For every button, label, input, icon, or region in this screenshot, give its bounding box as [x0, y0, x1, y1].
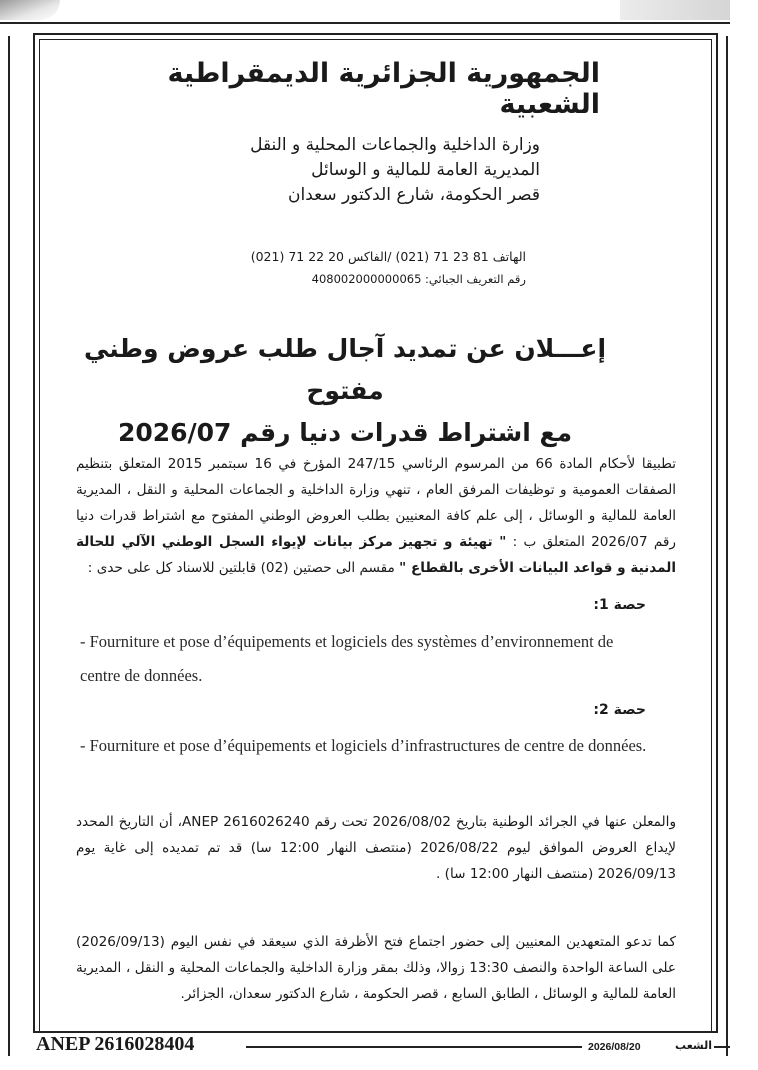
project-name: " تهيئة و تجهيز مركز بيانات لإيواء السجل الوطني الآلي للحالة المدنية و قواعد البيانات الأخرى بالقطاع "	[76, 534, 676, 576]
footer-date: 2026/08/20	[588, 1041, 641, 1053]
page-curl-decoration	[0, 0, 60, 20]
ministry-line: وزارة الداخلية والجماعات المحلية و النقل	[250, 135, 540, 155]
lot2-description: - Fourniture et pose d’équipements et logiciels d’infrastructures de centre de données.	[80, 736, 647, 755]
intro-paragraph	[76, 451, 676, 581]
footer-rule	[246, 1046, 582, 1048]
footer-anep-number: ANEP 2616028404	[36, 1033, 195, 1055]
neighbour-page-strip	[0, 0, 730, 24]
grey-header-block	[620, 0, 730, 20]
publication-paragraph: والمعلن عنها في الجرائد الوطنية بتاريخ 2026/08/02 تحت رقم ANEP 2616026240، أن التاريخ المحدد لإيداع العروض الموافق ليوم 2026/08/22 (منتصف النهار 12:00 سا) قد تم تمديده إلى غاية يوم 2026/09/13 (منتصف النهار 12:00 سا) .	[76, 814, 677, 882]
announcement-title	[60, 328, 630, 454]
republic-heading: الجمهورية الجزائرية الديمقراطية الشعبية	[167, 58, 600, 120]
footer-rule-end	[714, 1046, 730, 1048]
ministry-line: المديرية العامة للمالية و الوسائل	[311, 160, 540, 180]
contact-block	[90, 246, 526, 290]
title-line: إعـــلان عن تمديد آجال طلب عروض وطني مفتوح	[83, 334, 607, 405]
footer-newspaper: الشعب	[675, 1039, 712, 1052]
tax-id: رقم التعريف الجبائي: 408002000000065	[311, 272, 526, 286]
ministry-block	[90, 133, 540, 208]
intro-tail: مقسم الى حصتين (02) قابلتين للاسناد كل على حدى :	[87, 560, 400, 576]
lot1-description: - Fourniture et pose d’équipements et logiciels des systèmes d’environnement de centre de données.	[80, 632, 614, 685]
ministry-line: قصر الحكومة، شارع الدكتور سعدان	[287, 185, 540, 205]
lot1-label: حصة 1:	[593, 597, 646, 613]
intro-text: تطبيقا لأحكام المادة 66 من المرسوم الرئاسي 247/15 المؤرخ في 16 سبتمبر 2015 المتعلق بتنظيم الصفقات العمومية و توظيفات المرفق العام ، تنهي وزارة الداخلية و الجماعات المحلية و النقل ، المديرية العامة للمالية و الوسائل ، إلى علم كافة المعنيين بطلب العروض الوطني المفتوح مع اشتراط قدرات دنيا رقم 2026/07 المتعلق ب :	[76, 456, 677, 550]
lot2-label: حصة 2:	[593, 702, 646, 718]
left-column-rule	[8, 36, 10, 1056]
phone-fax: الهاتف 81 23 71 (021) /الفاكس 20 22 71 (021)	[250, 249, 526, 264]
right-column-rule	[726, 36, 728, 1056]
invitation-paragraph: كما تدعو المتعهدين المعنيين إلى حضور اجتماع فتح الأظرفة الذي سيعقد في نفس اليوم (2026/09/13) على الساعة الواحدة والنصف 13:30 زوالا، وذلك بمقر وزارة الداخلية والجماعات المحلية و النقل ، المديرية العامة للمالية و الوسائل ، الطابق السابع ، قصر الحكومة ، شارع الدكتور سعدان، الجزائر.	[76, 934, 676, 1002]
title-line: مع اشتراط قدرات دنيا رقم 2026/07	[117, 418, 573, 447]
